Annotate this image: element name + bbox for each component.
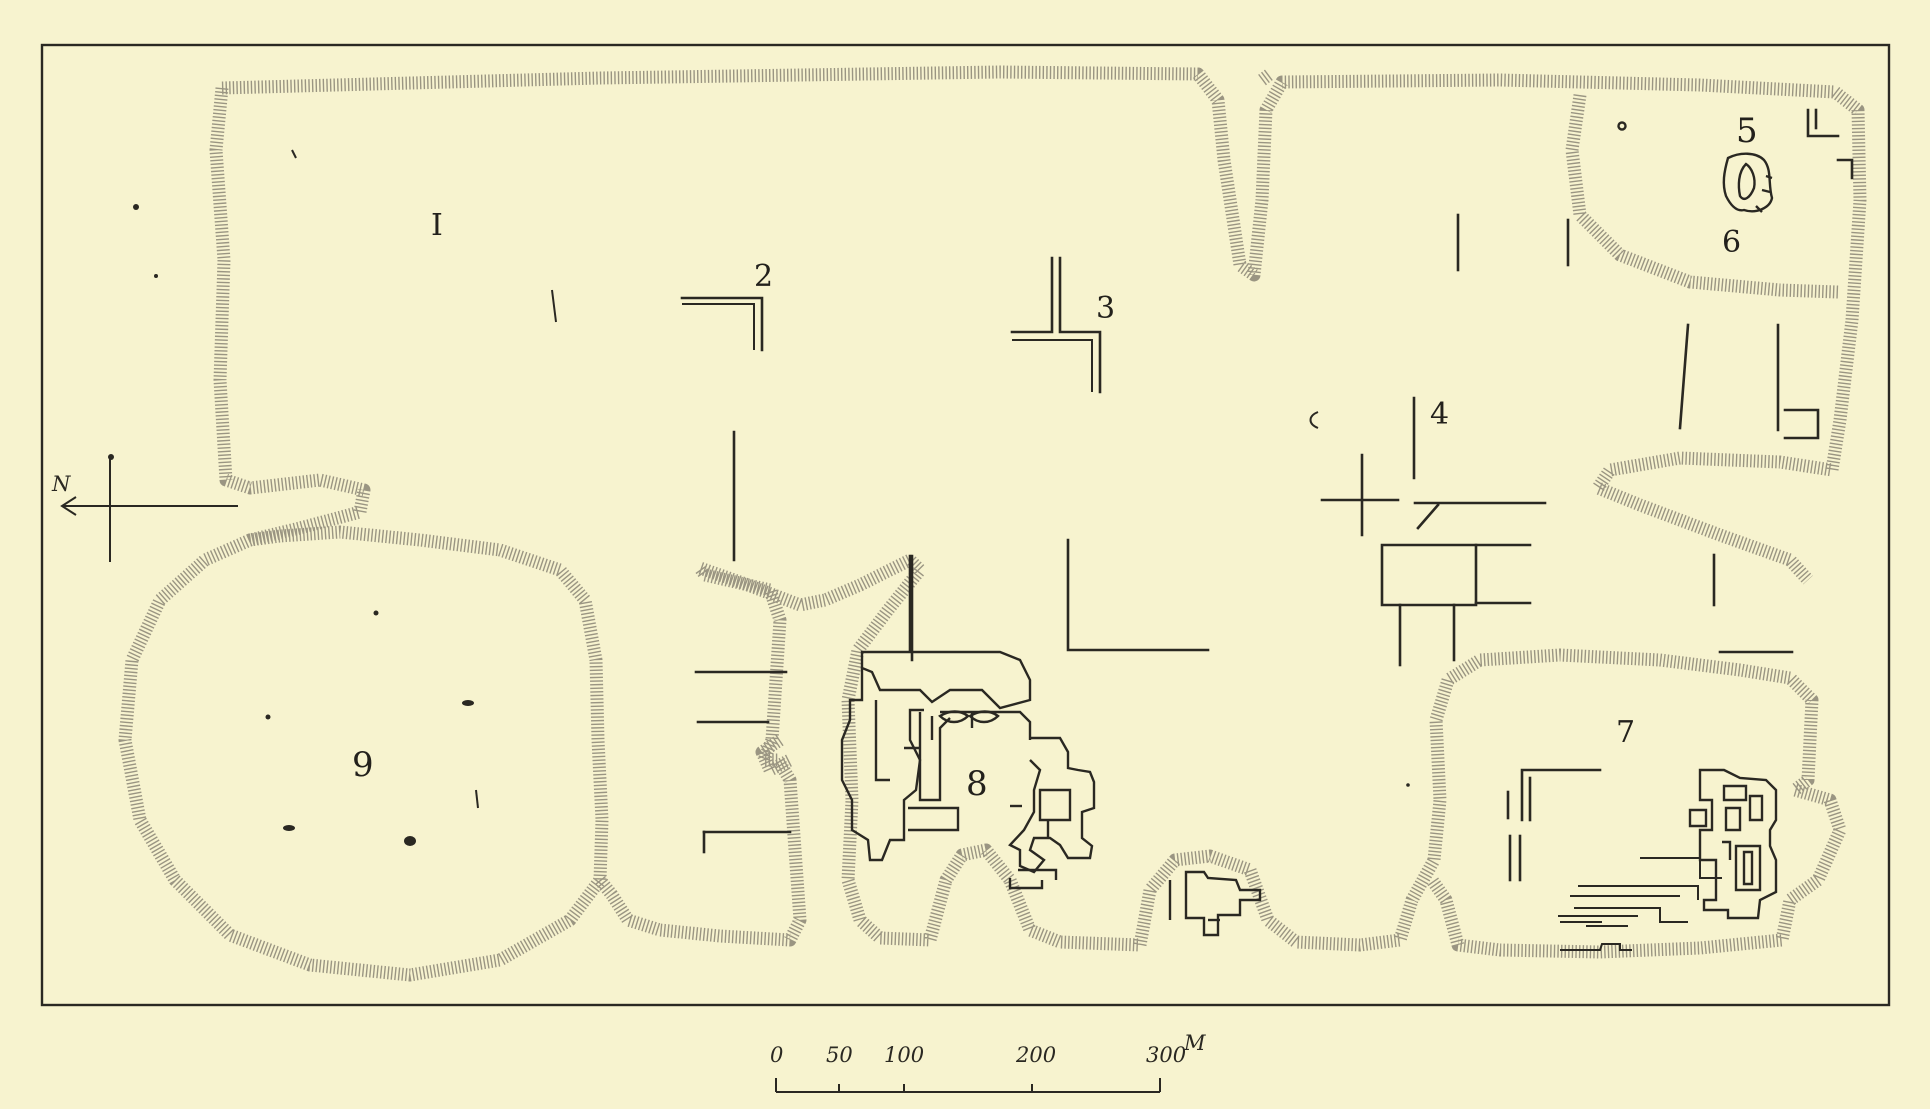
speck	[154, 274, 158, 278]
scale-unit-label: M	[1184, 1031, 1206, 1055]
zone-label-5: 5	[1736, 111, 1758, 151]
ruin-8-e	[940, 712, 1030, 740]
ruin-8-k	[932, 712, 972, 740]
wall-zone-5-c	[1838, 160, 1852, 178]
ruin-8-a	[862, 652, 1030, 708]
scale-bar	[776, 1078, 1160, 1092]
wall-zone-3	[1012, 258, 1052, 332]
rampart-walls	[125, 72, 1860, 975]
ruin-pocket-a	[1186, 872, 1260, 935]
ruin-8-f	[1010, 738, 1094, 872]
wall-east-a	[1680, 325, 1688, 428]
zone-label-9: 9	[352, 745, 374, 785]
ruin-8-m	[876, 700, 920, 780]
ruin-7-room-f	[1750, 796, 1762, 820]
speck	[1406, 783, 1410, 787]
speck	[374, 611, 379, 616]
ruin-6-inner	[1739, 164, 1755, 199]
rampart-north-west-side	[216, 88, 364, 540]
ruin-7-room-c	[1726, 808, 1740, 830]
wall-zone-3-c	[1012, 340, 1092, 392]
ruin-5-circle	[1619, 123, 1626, 130]
wall-zone-4-box	[1382, 545, 1476, 605]
ruin-8-g	[1040, 790, 1070, 820]
rampart-zone-5	[1572, 95, 1838, 292]
speck	[292, 150, 296, 158]
speck	[133, 204, 139, 210]
rampart-north-east-gap	[1262, 74, 1270, 80]
speck	[462, 700, 474, 706]
zone-label-1: I	[431, 208, 443, 243]
speck	[266, 715, 271, 720]
wall-zone-3-b	[1060, 258, 1100, 392]
ruin-8-i	[1018, 870, 1056, 880]
ruin-7-room-e	[1744, 852, 1752, 884]
ruin-7-room-g	[1722, 842, 1730, 860]
ruin-7-g	[1578, 886, 1698, 900]
north-arrow-top-dot	[108, 454, 114, 460]
wall-zone-2-inner	[682, 304, 754, 350]
scale-tick-label-100: 100	[884, 1043, 925, 1067]
zone-label-6: 6	[1722, 225, 1742, 260]
zone-label-3: 3	[1096, 291, 1116, 326]
zone-label-4: 4	[1430, 397, 1450, 432]
speck	[476, 790, 478, 808]
wall-east-box	[1785, 410, 1818, 438]
north-label: N	[52, 472, 71, 496]
speck	[552, 290, 556, 322]
interior-walls	[682, 110, 1852, 852]
speck	[404, 836, 416, 846]
ruins-south-pocket	[1170, 872, 1260, 935]
wall-zone-2	[682, 298, 762, 350]
scale-tick-label-50: 50	[826, 1043, 853, 1067]
speck	[283, 825, 295, 831]
ruin-7-room-a	[1690, 810, 1706, 826]
zone-label-7: 7	[1616, 715, 1636, 750]
north-arrow-icon	[62, 454, 238, 562]
wall-zone-5-a	[1808, 110, 1838, 136]
wall-zone-4-e	[1418, 505, 1438, 528]
ruin-7-complex	[1700, 770, 1776, 918]
rampart-north-enclosure	[222, 72, 1860, 580]
wall-line-b	[1068, 540, 1208, 650]
zone-label-2: 2	[754, 259, 774, 294]
ruin-7-m	[1560, 944, 1632, 950]
scale-tick-label-300: 300	[1146, 1043, 1187, 1067]
scale-tick-label-0: 0	[770, 1043, 784, 1067]
ruin-7-a	[1522, 770, 1600, 820]
ruins-zone-7	[1508, 770, 1776, 950]
ruin-7-room-b	[1724, 786, 1746, 800]
speck	[1311, 412, 1319, 428]
scale-tick-label-200: 200	[1016, 1043, 1057, 1067]
ruin-6-outline	[1724, 154, 1772, 212]
zone-label-8: 8	[966, 764, 988, 804]
ruin-8-c	[920, 712, 950, 800]
ruin-8-d	[908, 808, 958, 830]
